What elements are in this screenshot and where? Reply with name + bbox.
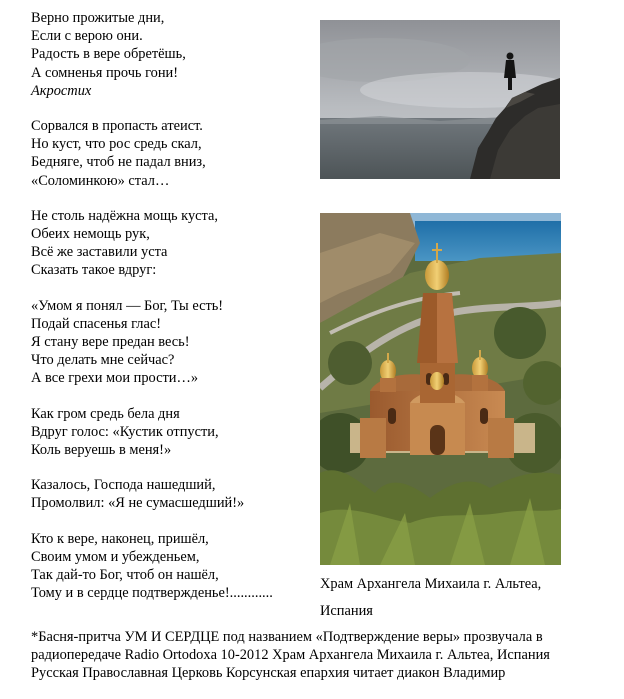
church-photo-image (320, 213, 561, 565)
poem-line: Я стану вере предан весь! (31, 334, 190, 351)
poem-line: А сомненья прочь гони! (31, 64, 179, 81)
poem-line: Что делать мне сейчас? (31, 352, 175, 369)
poem-line: Коль веруешь в меня!» (31, 442, 172, 459)
poem-line: Верно прожитые дни, (31, 10, 165, 26)
church-photo (320, 213, 561, 565)
poem-stanza-2 (31, 117, 311, 190)
poem-stanza-3 (31, 207, 311, 280)
poem-line: Казалось, Господа нашедший, (31, 477, 216, 494)
poem-line: Промолвил: «Я не сумасшедший!» (31, 495, 245, 512)
poem-line: «Соломинкою» стал… (31, 172, 170, 189)
poem-line: Тому и в сердце подтвержденье!............ (31, 585, 273, 602)
poem-line: А все грехи мои прости…» (31, 370, 199, 387)
poem (31, 9, 311, 619)
poem-stanza-5 (31, 405, 311, 460)
poem-line: Вдруг голос: «Кустик отпусти, (31, 423, 219, 440)
poem-line: Если с верою они. (31, 28, 143, 45)
poem-stanza-6 (31, 476, 311, 512)
poem-line: Кто к вере, наконец, пришёл, (31, 530, 209, 547)
poem-line: Бедняге, чтоб не падал вниз, (31, 154, 206, 171)
caption-line-1: Храм Архангела Михаила г. Альтеа, (320, 576, 542, 592)
poem-line: Так дай-то Бог, чтоб он нашёл, (31, 567, 219, 584)
poem-line: Не столь надёжна мощь куста, (31, 207, 219, 224)
poem-line: Радость в вере обретёшь, (31, 46, 186, 63)
poem-line: Как гром средь бела дня (31, 405, 180, 422)
poem-line: Всё же заставили уста (31, 244, 168, 261)
poem-line: Сорвался в пропасть атеист. (31, 118, 203, 135)
poem-line: Но куст, что рос средь скал, (31, 136, 202, 153)
footnote-line-3: Русская Православная Церковь Корсунская епархия читает диакон Владимир (31, 664, 506, 681)
cliff-photo-image (320, 20, 560, 179)
footnote-line-1: *Басня-притча УМ И СЕРДЦЕ под названием «Подтверждение веры» прозвучала в (31, 629, 543, 645)
poem-acrostic-note: Акростих (31, 82, 92, 99)
poem-line: Обеих немощь рук, (31, 226, 150, 243)
footnote (31, 629, 611, 682)
photo-caption (320, 571, 600, 625)
poem-stanza-1 (31, 9, 311, 100)
poem-line: Подай спасенья глас! (31, 315, 162, 332)
poem-stanza-4 (31, 297, 311, 388)
footnote-line-2: радиопередаче Radio Ortodoxa 10-2012 Храм Архангела Михаила г. Альтеа, Испания (31, 646, 550, 663)
poem-line: «Умом я понял — Бог, Ты есть! (31, 297, 224, 314)
poem-stanza-7 (31, 530, 311, 603)
caption-line-2: Испания (320, 603, 373, 619)
poem-line: Сказать такое вдруг: (31, 262, 157, 279)
cliff-photo (320, 20, 560, 179)
poem-line: Своим умом и убежденьем, (31, 548, 200, 565)
